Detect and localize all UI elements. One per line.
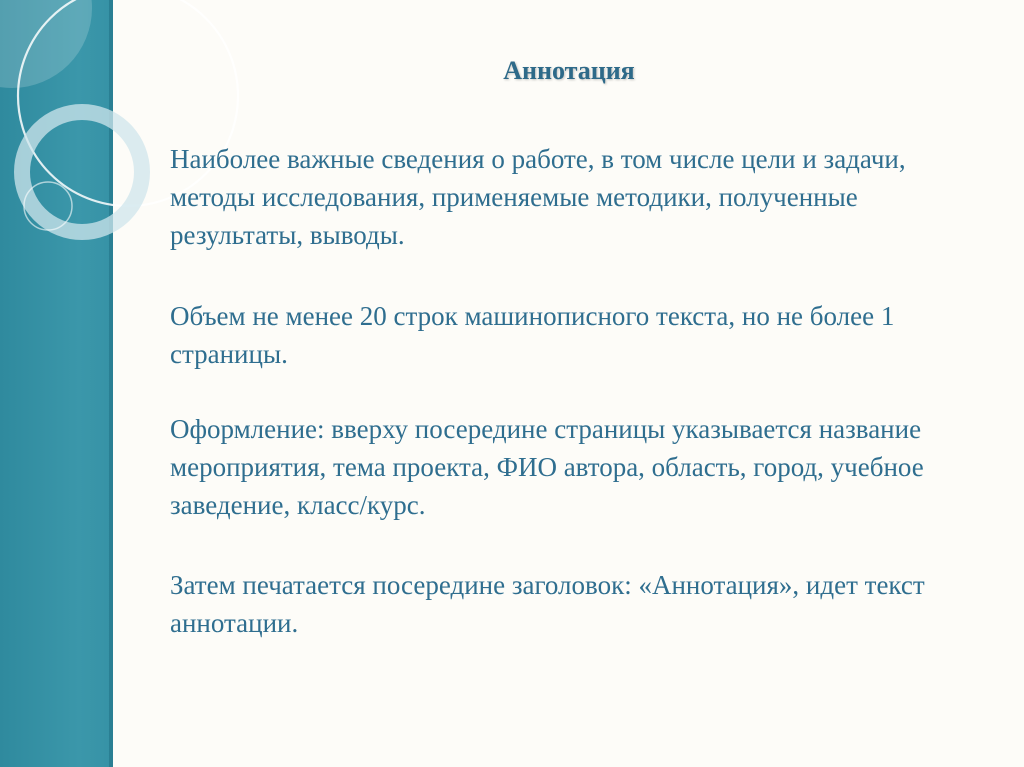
slide-title: Аннотация [503, 56, 635, 85]
paragraph-volume: Объем не менее 20 строк машинописного текста, но не более 1 страницы. [170, 301, 895, 369]
paragraph-content-summary: Наиболее важные сведения о работе, в том числе цели и задачи, методы исследования, применяемые методики, полученные результаты, выводы. [170, 144, 906, 250]
paragraph-heading-instruction: Затем печатается посередине заголовок: «Аннотация», идет текст аннотации. [170, 570, 925, 638]
paragraph-formatting: Оформление: вверху посередине страницы указывается название мероприятия, тема проекта, ФИО автора, область, город, учебное заведение, класс/курс. [170, 414, 924, 520]
